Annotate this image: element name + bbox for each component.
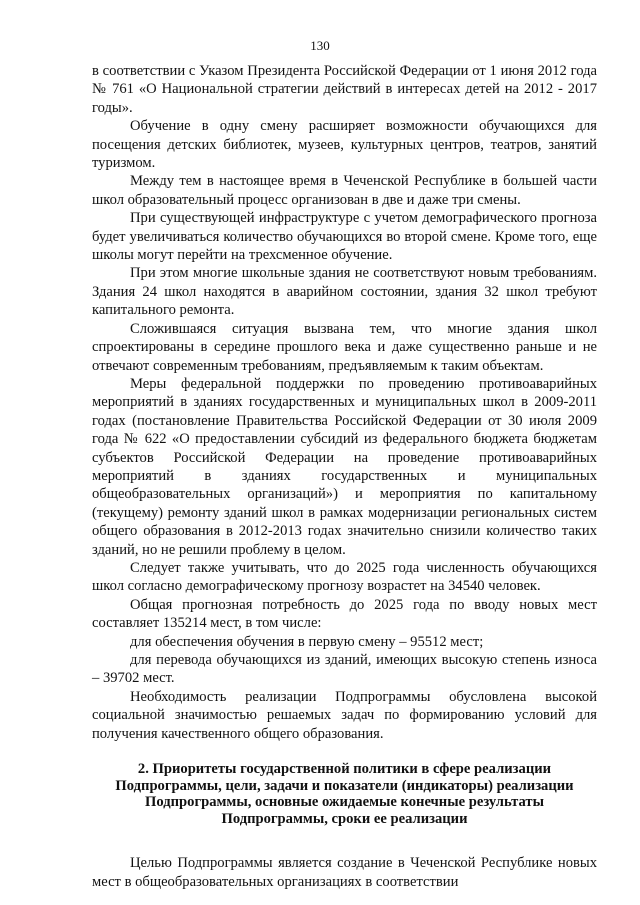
paragraph-7: Меры федеральной поддержки по проведению противоаварийных мероприятий в зданиях государственных и муниципальных школ в 2009-2011 годах (постановление Правительства Российской Федерации от 30 июля 2009 года № 622 «О предоставлении субсидий из федерального бюджета бюджетам субъектов Российской Федерации на проведение противоаварийных мероприятий в зданиях государственных и муниципальных общеобразовательных организаций») и мероприятия по капитальному (текущему) ремонту зданий школ в рамках модернизации региональных систем общего образования в 2012-2013 годах значительно снизили количество таких зданий, но не решили проблему в целом. [92,375,597,558]
paragraph-8: Следует также учитывать, что до 2025 года численность обучающихся школ согласно демографическому прогнозу возрастет на 34540 человек. [92,559,597,595]
section-heading-line-4: Подпрограммы, сроки ее реализации [221,810,468,827]
section-heading-line-3: Подпрограммы, основные ожидаемые конечные результаты [145,794,544,811]
paragraph-2: Обучение в одну смену расширяет возможности обучающихся для посещения детских библиотек, музеев, культурных центров, театров, занятий туризмом. [92,118,597,172]
section-heading [92,761,597,827]
paragraph-1: в соответствии с Указом Президента Российской Федерации от 1 июня 2012 года № 761 «О Национальной стратегии действий в интересах детей на 2012 - 2017 годы». [92,63,597,116]
paragraph-6: Сложившаяся ситуация вызвана тем, что многие здания школ спроектированы в середине прошлого века и даже существенно раньше и не отвечают современным требованиям, предъявляемым к таким объектам. [92,320,597,374]
paragraph-5: При этом многие школьные здания не соответствуют новым требованиям. Здания 24 школ находятся в аварийном состоянии, здания 32 школ требуют капитального ремонта. [92,265,597,319]
document-body [92,62,597,891]
paragraph-10: для обеспечения обучения в первую смену – 95512 мест; [130,633,484,650]
paragraph-11: для перевода обучающихся из зданий, имеющих высокую степень износа – 39702 мест. [92,652,597,687]
paragraph-12: Необходимость реализации Подпрограммы обусловлена высокой социальной значимостью решаемых задач по формированию условий для получения качественного общего образования. [92,688,597,742]
paragraph-3: Между тем в настоящее время в Чеченской Республике в большей части школ образовательный процесс организован в две и даже три смены. [92,173,597,208]
paragraph-9: Общая прогнозная потребность до 2025 года по вводу новых мест составляет 135214 мест, в том числе: [92,596,597,632]
page-number: 130 [310,38,330,53]
final-paragraph: Целью Подпрограммы является создание в Чеченской Республике новых мест в общеобразовательных организациях в соответствии [92,855,597,890]
section-heading-line-2: Подпрограммы, цели, задачи и показатели (индикаторы) реализации [115,777,574,794]
section-heading-line-1: 2. Приоритеты государственной политики в сфере реализации [137,761,552,778]
paragraph-4: При существующей инфраструктуре с учетом демографического прогноза будет увеличиваться количество обучающихся во второй смене. Кроме того, еще школы могут перейти на трехсменное обучение. [92,210,597,264]
